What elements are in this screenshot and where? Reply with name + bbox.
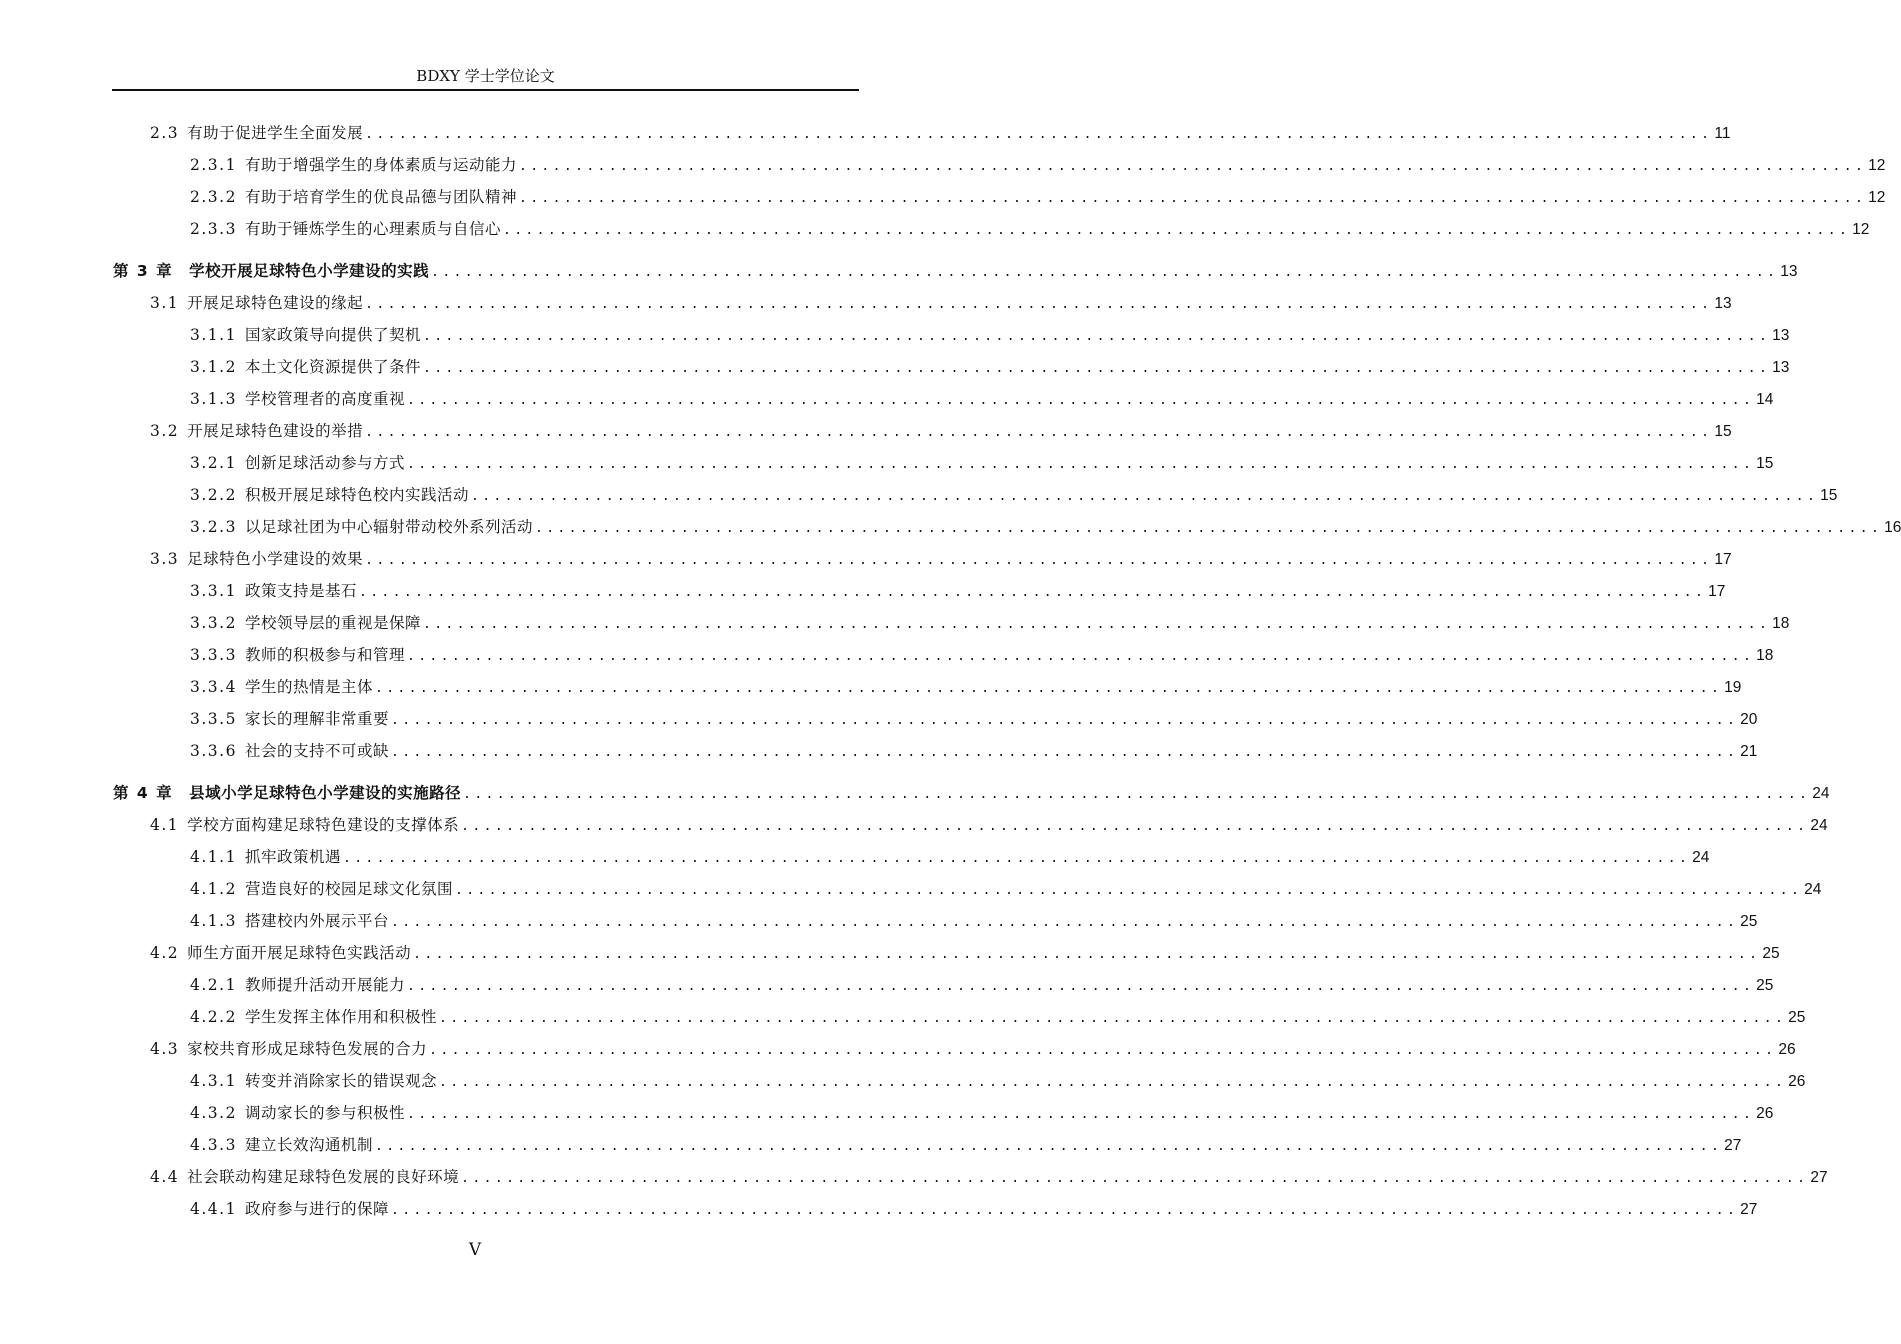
toc-entry-title: 积极开展足球特色校内实践活动 xyxy=(244,486,469,504)
toc-entry-number: 4.1 xyxy=(150,816,180,834)
toc-entry-page: 26 xyxy=(1756,1105,1774,1122)
toc-entry-number: 4.1.1 xyxy=(190,848,237,866)
toc-entry[interactable] xyxy=(190,354,1790,380)
toc-entry-number: 4.2.1 xyxy=(190,976,237,994)
toc-entry-page: 25 xyxy=(1756,977,1774,994)
toc-entry[interactable] xyxy=(190,1004,1806,1030)
toc-entry-title: 教师提升活动开展能力 xyxy=(244,976,405,994)
toc-entry[interactable] xyxy=(190,450,1774,476)
toc-dot-leader: ........................................................................................................................ xyxy=(390,915,1739,930)
toc-dot-leader: ........................................................................................................................ xyxy=(422,617,1771,632)
toc-entry-page: 26 xyxy=(1788,1073,1806,1090)
toc-entry-page: 26 xyxy=(1778,1041,1796,1058)
toc-entry[interactable] xyxy=(150,418,1732,444)
toc-dot-leader: ........................................................................................................................ xyxy=(406,1107,1755,1122)
toc-entry-title: 政策支持是基石 xyxy=(244,582,357,600)
toc-entry-title: 营造良好的校园足球文化氛围 xyxy=(244,880,453,898)
toc-entry-title: 转变并消除家长的错误观念 xyxy=(244,1072,437,1090)
toc-entry-number: 第 3 章 xyxy=(113,262,174,280)
toc-entry-number: 3.3.4 xyxy=(190,678,237,696)
toc-entry-title: 学生的热情是主体 xyxy=(244,678,373,696)
toc-entry-page: 24 xyxy=(1810,817,1828,834)
toc-entry-page: 13 xyxy=(1772,327,1790,344)
toc-entry[interactable] xyxy=(190,738,1758,764)
toc-dot-leader: ........................................................................................................................ xyxy=(406,649,1755,664)
toc-entry-title: 有助于锤炼学生的心理素质与自信心 xyxy=(244,220,501,238)
toc-dot-leader: ........................................................................................................................ xyxy=(413,947,1761,962)
toc-entry-number: 4.1.2 xyxy=(190,880,237,898)
toc-entry[interactable] xyxy=(190,876,1822,902)
toc-entry-number: 4.3.1 xyxy=(190,1072,237,1090)
toc-entry[interactable] xyxy=(190,706,1758,732)
toc-entry-page: 18 xyxy=(1772,615,1790,632)
toc-dot-leader: ........................................................................................................................ xyxy=(518,159,1867,174)
toc-entry-page: 12 xyxy=(1868,157,1886,174)
toc-dot-leader: ........................................................................................................................ xyxy=(406,393,1755,408)
toc-entry-number: 4.3.3 xyxy=(190,1136,237,1154)
toc-entry-title: 开展足球特色建设的缘起 xyxy=(187,294,364,312)
toc-entry-title: 家长的理解非常重要 xyxy=(244,710,389,728)
toc-dot-leader: ........................................................................................................................ xyxy=(358,585,1707,600)
toc-entry-page: 24 xyxy=(1692,849,1710,866)
toc-entry-page: 17 xyxy=(1708,583,1726,600)
toc-entry[interactable] xyxy=(190,322,1790,348)
toc-entry[interactable] xyxy=(190,152,1886,178)
toc-entry-number: 3.1.1 xyxy=(190,326,237,344)
toc-entry-number: 3.3.3 xyxy=(190,646,237,664)
toc-entry-title: 学校管理者的高度重视 xyxy=(244,390,405,408)
toc-dot-leader: ........................................................................................................................ xyxy=(470,489,1819,504)
toc-entry-page: 21 xyxy=(1740,743,1758,760)
toc-entry-number: 4.4.1 xyxy=(190,1200,237,1218)
toc-entry-number: 2.3.3 xyxy=(190,220,237,238)
toc-entry-number: 2.3 xyxy=(150,124,180,142)
toc-entry[interactable] xyxy=(150,1036,1796,1062)
toc-entry-number: 3.1 xyxy=(150,294,180,312)
toc-entry-title: 建立长效沟通机制 xyxy=(244,1136,373,1154)
toc-dot-leader: ........................................................................................................................ xyxy=(365,297,1713,312)
toc-entry-title: 抓牢政策机遇 xyxy=(244,848,341,866)
toc-entry-number: 3.1.3 xyxy=(190,390,237,408)
toc-entry-title: 以足球社团为中心辐射带动校外系列活动 xyxy=(244,518,533,536)
toc-dot-leader: ........................................................................................................................ xyxy=(422,329,1771,344)
toc-entry[interactable] xyxy=(190,610,1790,636)
toc-entry[interactable] xyxy=(190,482,1838,508)
toc-entry-title: 创新足球活动参与方式 xyxy=(244,454,405,472)
toc-entry-number: 4.2.2 xyxy=(190,1008,237,1026)
toc-entry-title: 社会联动构建足球特色发展的良好环境 xyxy=(187,1168,460,1186)
toc-entry-page: 12 xyxy=(1852,221,1870,238)
toc-entry-page: 24 xyxy=(1804,881,1822,898)
toc-entry-page: 20 xyxy=(1740,711,1758,728)
toc-entry-page: 17 xyxy=(1714,551,1732,568)
toc-entry-title: 调动家长的参与积极性 xyxy=(244,1104,405,1122)
toc-entry-page: 27 xyxy=(1740,1201,1758,1218)
toc-entry[interactable] xyxy=(190,514,1901,540)
toc-dot-leader: ........................................................................................................................ xyxy=(406,457,1755,472)
toc-entry[interactable] xyxy=(150,940,1780,966)
toc-entry[interactable] xyxy=(150,812,1828,838)
toc-dot-leader: ........................................................................................................................ xyxy=(463,787,1811,802)
toc-dot-leader: ........................................................................................................................ xyxy=(365,553,1713,568)
toc-entry-page: 25 xyxy=(1788,1009,1806,1026)
toc-entry-title: 开展足球特色建设的举措 xyxy=(187,422,364,440)
toc-entry-number: 3.2.1 xyxy=(190,454,237,472)
toc-entry-number: 3.2.2 xyxy=(190,486,237,504)
toc-entry[interactable] xyxy=(150,546,1732,572)
toc-dot-leader: ........................................................................................................................ xyxy=(461,819,1809,834)
toc-entry[interactable] xyxy=(190,1132,1742,1158)
toc-dot-leader: ........................................................................................................................ xyxy=(454,883,1803,898)
toc-entry-page: 14 xyxy=(1756,391,1774,408)
toc-entry-number: 2.3.1 xyxy=(190,156,237,174)
toc-dot-leader: ........................................................................................................................ xyxy=(374,1139,1723,1154)
toc-dot-leader: ........................................................................................................................ xyxy=(390,1203,1739,1218)
toc-entry-number: 4.3.2 xyxy=(190,1104,237,1122)
toc-entry-page: 27 xyxy=(1810,1169,1828,1186)
page-number: V xyxy=(468,1240,482,1260)
toc-entry-title: 学生发挥主体作用和积极性 xyxy=(244,1008,437,1026)
toc-dot-leader: ........................................................................................................................ xyxy=(431,265,1779,280)
toc-dot-leader: ........................................................................................................................ xyxy=(390,713,1739,728)
toc-entry-page: 15 xyxy=(1756,455,1774,472)
toc-entry-title: 政府参与进行的保障 xyxy=(244,1200,389,1218)
toc-entry-page: 27 xyxy=(1724,1137,1742,1154)
toc-entry-title: 学校开展足球特色小学建设的实践 xyxy=(189,262,430,280)
toc-entry[interactable] xyxy=(190,1068,1806,1094)
toc-entry-page: 25 xyxy=(1740,913,1758,930)
toc-entry[interactable] xyxy=(190,386,1774,412)
page-header: BDXY 学士学位论文 xyxy=(112,63,859,91)
toc-dot-leader: ........................................................................................................................ xyxy=(390,745,1739,760)
toc-chapter-entry[interactable] xyxy=(113,258,1798,284)
toc-entry-page: 24 xyxy=(1812,785,1830,802)
toc-entry-title: 学校方面构建足球特色建设的支撑体系 xyxy=(187,816,460,834)
toc-entry-page: 13 xyxy=(1714,295,1732,312)
toc-dot-leader: ........................................................................................................................ xyxy=(518,191,1867,206)
toc-entry-page: 15 xyxy=(1820,487,1838,504)
toc-entry-page: 15 xyxy=(1714,423,1732,440)
toc-entry[interactable] xyxy=(190,578,1726,604)
toc-entry-number: 3.3.5 xyxy=(190,710,237,728)
toc-dot-leader: ........................................................................................................................ xyxy=(406,979,1755,994)
toc-entry[interactable] xyxy=(190,844,1710,870)
toc-entry[interactable] xyxy=(190,908,1758,934)
toc-entry-page: 19 xyxy=(1724,679,1742,696)
toc-entry[interactable] xyxy=(190,674,1742,700)
toc-entry-title: 教师的积极参与和管理 xyxy=(244,646,405,664)
toc-entry-number: 4.4 xyxy=(150,1168,180,1186)
toc-entry[interactable] xyxy=(150,120,1731,146)
toc-entry-page: 13 xyxy=(1780,263,1798,280)
toc-entry-title: 有助于促进学生全面发展 xyxy=(187,124,364,142)
toc-entry-title: 足球特色小学建设的效果 xyxy=(187,550,364,568)
toc-entry-number: 3.3.6 xyxy=(190,742,237,760)
toc-entry[interactable] xyxy=(190,184,1886,210)
toc-chapter-entry[interactable] xyxy=(113,780,1830,806)
toc-entry-number: 3.3.2 xyxy=(190,614,237,632)
toc-entry-number: 4.3 xyxy=(150,1040,180,1058)
toc-dot-leader: ........................................................................................................................ xyxy=(438,1011,1787,1026)
toc-dot-leader: ........................................................................................................................ xyxy=(365,127,1713,142)
toc-entry-title: 本土文化资源提供了条件 xyxy=(244,358,421,376)
toc-entry-number: 3.3 xyxy=(150,550,180,568)
toc-entry-page: 16 xyxy=(1884,519,1901,536)
toc-entry-number: 4.2 xyxy=(150,944,180,962)
toc-entry-page: 13 xyxy=(1772,359,1790,376)
toc-dot-leader: ........................................................................................................................ xyxy=(429,1043,1777,1058)
toc-dot-leader: ........................................................................................................................ xyxy=(438,1075,1787,1090)
toc-entry[interactable] xyxy=(190,642,1774,668)
toc-entry-number: 3.3.1 xyxy=(190,582,237,600)
toc-entry-page: 25 xyxy=(1762,945,1780,962)
toc-entry[interactable] xyxy=(150,290,1732,316)
toc-entry-page: 12 xyxy=(1868,189,1886,206)
toc-entry-title: 国家政策导向提供了契机 xyxy=(244,326,421,344)
toc-entry-title: 家校共育形成足球特色发展的合力 xyxy=(187,1040,428,1058)
toc-dot-leader: ........................................................................................................................ xyxy=(461,1171,1809,1186)
toc-entry-title: 县域小学足球特色小学建设的实施路径 xyxy=(189,784,462,802)
toc-dot-leader: ........................................................................................................................ xyxy=(374,681,1723,696)
toc-entry[interactable] xyxy=(150,1164,1828,1190)
toc-entry-number: 3.2.3 xyxy=(190,518,237,536)
toc-dot-leader: ........................................................................................................................ xyxy=(502,223,1851,238)
toc-dot-leader: ........................................................................................................................ xyxy=(342,851,1691,866)
toc-entry-title: 师生方面开展足球特色实践活动 xyxy=(187,944,412,962)
toc-entry[interactable] xyxy=(190,1100,1774,1126)
toc-entry-title: 学校领导层的重视是保障 xyxy=(244,614,421,632)
toc-entry-number: 第 4 章 xyxy=(113,784,174,802)
toc-entry[interactable] xyxy=(190,216,1870,242)
toc-entry-number: 4.1.3 xyxy=(190,912,237,930)
toc-dot-leader: ........................................................................................................................ xyxy=(365,425,1713,440)
toc-dot-leader: ........................................................................................................................ xyxy=(422,361,1771,376)
toc-entry-number: 3.2 xyxy=(150,422,180,440)
toc-dot-leader: ........................................................................................................................ xyxy=(534,521,1883,536)
toc-entry-page: 18 xyxy=(1756,647,1774,664)
toc-entry-page: 11 xyxy=(1714,125,1731,142)
toc-entry-number: 2.3.2 xyxy=(190,188,237,206)
toc-entry-title: 有助于增强学生的身体素质与运动能力 xyxy=(244,156,517,174)
toc-entry-title: 有助于培育学生的优良品德与团队精神 xyxy=(244,188,517,206)
toc-entry[interactable] xyxy=(190,972,1774,998)
toc-entry-title: 搭建校内外展示平台 xyxy=(244,912,389,930)
toc-entry[interactable] xyxy=(190,1196,1758,1222)
toc-entry-title: 社会的支持不可或缺 xyxy=(244,742,389,760)
toc-entry-number: 3.1.2 xyxy=(190,358,237,376)
